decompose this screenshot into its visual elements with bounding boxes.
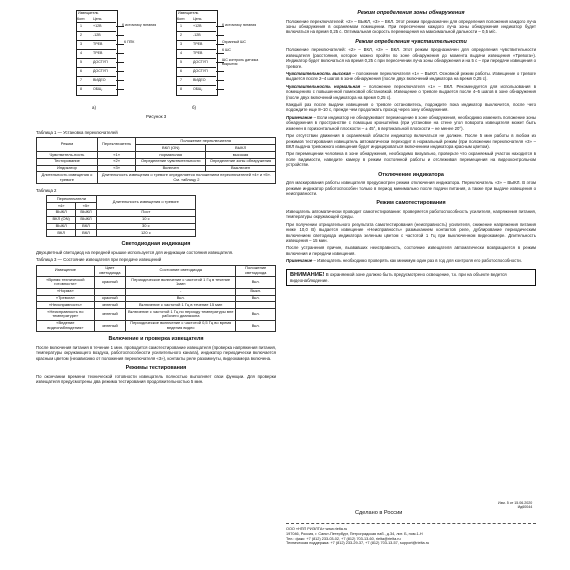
col-circuit-a: Цепь xyxy=(93,17,102,21)
note1-paragraph xyxy=(286,115,536,131)
terminal-circuit: +12В xyxy=(193,24,202,28)
made-in-russia: Сделано в России xyxy=(355,510,403,516)
table-cell: Вкл. xyxy=(236,277,276,289)
label-guard-b: Охранный ШС xyxy=(222,40,246,44)
table-cell: «Время технической готовности» xyxy=(37,277,95,289)
terminal-circuit: ВИДЕО xyxy=(193,78,206,82)
terminal-row-line xyxy=(76,49,116,50)
wire-stub xyxy=(116,35,124,36)
terminal-number: 7 xyxy=(180,78,182,82)
terminal-circuit: ОБЩ. xyxy=(93,87,103,91)
figure-caption: Рисунок 3 xyxy=(146,114,167,119)
warning-text: В охраняемой зоне должно быть предусмотрено освещение, т.к. при на объекте ведется видеонаблюдение. xyxy=(290,271,507,283)
terminal-number: 6 xyxy=(180,69,182,73)
power-text: После включения питания в течение 1 мин. проводится самотестирование извещателя (проверка напряжения питания, температуры окружающего воздуха, работоспособности усилительного канала), индикатор периодически включается красным цветом (независимо от положения переключателя «3»), контакты реле разомкнуты, видеокамера включена. xyxy=(36,344,276,361)
terminal-row-line xyxy=(176,31,216,32)
terminal-row-line xyxy=(76,85,116,86)
normal-text2: Каждый раз после выдачи извещения о тревоге остановитесь, подождите пока индикатор выключится, после чего подождите еще 8–10 с, прежде чем продолжать проход через зону обнаружения. xyxy=(286,102,536,113)
table-cell: Периодическое включение с частотой 1 Гц в течение 1мин xyxy=(125,277,235,289)
table-row xyxy=(47,230,196,237)
note2-paragraph xyxy=(286,258,536,263)
terminal-number: 5 xyxy=(80,60,82,64)
warning-label: ВНИМАНИЕ! xyxy=(290,271,325,278)
selftest-text2: При получении отрицательного результата самотестирования (неисправность) усилителя, снижение напряжения питания ниже 10,0 В) выдается извещение «Неисправность» размыканием контактов реле, дублирование периодическим включением светодиода индикатора зеленым цветом с частотой 1 Гц при выключенном видеокамере. Длительность извещения – 15 мин. xyxy=(286,221,536,243)
terminal-number: 1 xyxy=(180,24,182,28)
revision-line2: Ид60044 xyxy=(517,505,533,510)
table-row xyxy=(37,158,276,165)
terminal-circuit: ДОСТУП xyxy=(193,60,208,64)
footer-company: ООО «НПП РИЭЛТА» www.rielta.ru xyxy=(286,527,348,531)
terminal-circuit: ДОСТУП xyxy=(193,69,208,73)
high-paragraph xyxy=(286,71,536,82)
normal-title: Чувствительность нормальная xyxy=(286,83,361,89)
table2-head-5: «5» xyxy=(76,203,96,210)
indicator-title: Отключение индикатора xyxy=(378,171,444,178)
wire-stub xyxy=(116,89,124,90)
wire-stub xyxy=(216,89,224,90)
table-cell: «Норма» xyxy=(37,288,95,295)
table-cell: Выключен xyxy=(206,165,276,172)
selftest-text3: После устранения причин, вызвавших неисправность, состояние извещателя автоматически возвращается в режим включения и передачи извещения. xyxy=(286,245,536,256)
table-cell: 10 с xyxy=(96,216,195,223)
table-cell: «Неисправность» xyxy=(37,302,95,309)
footer-support: Техническая поддержка: +7 (812) 233-29-37, +7 (812) 703-13-57, support@rielta.ru xyxy=(286,541,430,546)
table-cell: Вкл. xyxy=(236,320,276,332)
footer-phone: Тел.: факс: +7 (812) 233-03-02, +7 (812) 703-13-60, rielta@rielta.ru xyxy=(286,536,401,541)
wire-stub xyxy=(216,53,224,54)
warning-box xyxy=(286,269,536,287)
col-circuit-b: Цепь xyxy=(193,17,202,21)
terminal-row-line xyxy=(76,22,116,23)
terminal-row-line xyxy=(176,22,216,23)
table2-head-switch: Переключатели xyxy=(47,196,97,203)
power-title: Включение и проверка извещателя xyxy=(108,336,204,343)
table-cell: красный xyxy=(94,277,125,289)
right-column xyxy=(286,10,536,291)
terminal-number: 1 xyxy=(80,24,82,28)
table-cell: Определение чувствительности xyxy=(136,158,206,165)
label-power-b: К источнику питания xyxy=(222,23,257,27)
left-column xyxy=(36,10,276,387)
terminal-row-line xyxy=(176,40,216,41)
wire-stub xyxy=(216,35,224,36)
table1-head-off: ВЫКЛ xyxy=(206,145,276,152)
table-cell: Пост xyxy=(96,209,195,216)
table1 xyxy=(36,137,276,184)
terminal-circuit: +12В xyxy=(93,24,102,28)
terminal-circuit: ТРЕВ xyxy=(93,51,103,55)
panel-title-b: Извещатель xyxy=(178,11,199,15)
table-cell: зеленый xyxy=(94,320,125,332)
table-cell: Длительность извещения о тревоге xyxy=(37,172,98,184)
table3-caption: Таблица 3 — Состояние извещателя при передаче извещений xyxy=(36,257,162,263)
table-cell: - xyxy=(125,288,235,295)
high-title: Чувствительность высокая xyxy=(286,71,351,77)
table3-head-color: Цвет светодиода xyxy=(94,265,125,277)
terminal-number: 5 xyxy=(180,60,182,64)
table-row xyxy=(37,172,276,184)
terminal-row-line xyxy=(176,85,216,86)
terminal-number: 3 xyxy=(180,42,182,46)
terminal-row-line xyxy=(76,76,116,77)
high-text: – положение переключателя «1» – ВЫКЛ. Основной режим работы. Извещение о тревоге выдается после 2–4 шагов в зоне обнаружения (после двух включений индикатора на время 0,25 с). xyxy=(286,71,537,82)
terminal-circuit: ОБЩ. xyxy=(193,87,203,91)
revision-line1: Изм. 5 от 15.06.2020 xyxy=(498,501,533,505)
table-cell: ВКЛ xyxy=(76,223,96,230)
table-cell xyxy=(236,302,276,309)
table-row xyxy=(47,209,196,216)
terminal-number: 8 xyxy=(80,87,82,91)
note1-text3: При перемещении человека в зоне обнаружения, необходимо визуально, проверьте что охраняемый участок находится в поле видимости, наведите камеру в режим постоянной работы и отслеживая перемещения на видеоконтрольном устройстве. xyxy=(286,151,536,168)
sens-text: Положение переключателей: «2» – ВКЛ, «3» – ВКЛ. Этот режим предназначен для определения чувствительности извещателя (расстояния, которое можно пройти по зоне обнаружения до момента выдачи извещения «Тревога»). Индикатор будет включаться на время 0,25 с при пересечении луча зоны обнаружения и на 5 с – при передаче извещения о тревоге. xyxy=(286,47,536,69)
table-cell: Включение с частотой 1 Гц в течение 15 мин xyxy=(125,302,235,309)
table-cell: ВКЛ xyxy=(47,230,76,237)
table3-head-notice: Извещение xyxy=(37,265,95,277)
table-cell: Вкл. xyxy=(236,309,276,321)
table-row xyxy=(37,277,276,289)
terminal-circuit: ВИДЕО xyxy=(93,78,106,82)
table-cell: «3» xyxy=(97,165,136,172)
terminal-number: 2 xyxy=(80,33,82,37)
wire-stub xyxy=(216,71,224,72)
terminal-circuit: ТРЕВ xyxy=(93,42,103,46)
terminal-number: 4 xyxy=(80,51,82,55)
table-row xyxy=(47,223,196,230)
table3-head-led: Положение светодиода xyxy=(236,265,276,277)
table-cell: Длительность извещения о тревоге определяется положением переключателей «4» и «5». См. таблицу 2 xyxy=(97,172,275,184)
table-row xyxy=(37,295,276,302)
terminal-circuit: ТРЕВ xyxy=(193,42,203,46)
table-row xyxy=(37,288,276,295)
table-cell: Индикатор xyxy=(37,165,98,172)
normal-text: – положение переключателя «1» – ВКЛ. Рекомендуется для использования в помещениях с повышенной помеховой обстановкой. Извещение о тревоге выдается после 4–5 шагов в зоне обнаружения (после двух включений индикатора на время 0,25 с). xyxy=(286,83,537,100)
table-row xyxy=(37,309,276,321)
table-cell: Чувствитель-ность xyxy=(37,152,98,159)
terminal-row-line xyxy=(76,58,116,59)
terminal-row-line xyxy=(176,49,216,50)
wire-stub xyxy=(116,44,124,45)
label-panel-a: К ППК xyxy=(124,40,135,44)
wire-stub xyxy=(216,80,224,81)
table-cell: красный xyxy=(94,295,125,302)
table-cell: ВЫКЛ xyxy=(76,209,96,216)
table-cell: «Неисправность по температуре» xyxy=(37,309,95,321)
wire-stub xyxy=(116,62,124,63)
table-cell: Включение с частотой 1 Гц по периоду температуры вне рабочего диапазона xyxy=(125,309,235,321)
label-cover-b: ШС контроль датчика вскрытия xyxy=(222,58,259,66)
terminal-number: 4 xyxy=(180,51,182,55)
table-cell: ВЫКЛ xyxy=(76,216,96,223)
test-text: По окончании времени технической готовности извещатель полностью выполняет свои функции. Для проверки извещателя предусмотрены два режима тестирования продолжительностью 5 мин. xyxy=(36,373,276,385)
wiring-diagram xyxy=(36,10,276,128)
note1-text: – Если индикатор не обнаруживает перемещение в зоне обнаружения, необходимо изменить положение зоны обнаружения в пространстве с помощью кронштейна (при установке на стене угол поворота извещателя может быть изменен в горизонтальной плоскости – ± 45°, в вертикальной плоскости – не менее 20°). xyxy=(286,114,536,131)
table-cell: нормальная xyxy=(136,152,206,159)
wire-stub xyxy=(116,80,124,81)
note1-label: Примечание xyxy=(286,114,313,120)
table1-head-on: ВКЛ (ON) xyxy=(136,145,206,152)
table-cell: «1» xyxy=(97,152,136,159)
sub-caption-a: а) xyxy=(92,105,96,110)
table-cell: зеленый xyxy=(94,309,125,321)
footer-divider xyxy=(286,523,536,524)
table-cell: 30 с xyxy=(96,223,195,230)
terminal-number: 3 xyxy=(80,42,82,46)
table1-caption: Таблица 1 — Установка переключателей xyxy=(36,130,118,135)
footer-address: 197046, Россия, г. Санкт-Петербург, Петроградская наб., д.34, лит. Б, пом.1-Н xyxy=(286,531,423,536)
terminal-number: 7 xyxy=(80,78,82,82)
selftest-text: Извещатель автоматически проводит самотестирование: проверяется работоспособность усилителя, напряжения питания, температуры окружающей среды. xyxy=(286,208,536,220)
terminal-number: 2 xyxy=(180,33,182,37)
table-cell: Вкл. xyxy=(236,295,276,302)
wire-stub xyxy=(116,53,124,54)
table-cell: Включен xyxy=(136,165,206,172)
table-cell: ВЫКЛ xyxy=(47,209,76,216)
table3 xyxy=(36,265,276,333)
terminal-circuit: -12В xyxy=(93,33,101,37)
indicator-text: Для маскирования работы извещателя предусмотрен режим отключения индикатора. Переключатель «3» – ВЫКЛ. В этом режиме индикатор работоспособен только в период минимально после подачи питания, а также при выдаче извещения о неисправности. xyxy=(286,180,536,196)
led-text: Двухцветный светодиод на передней крышке используется для индикации состояния извещателя. xyxy=(36,249,234,255)
table-cell: Выкл. xyxy=(236,288,276,295)
table-cell xyxy=(94,288,125,295)
table-cell: Периодическое включение с частотой 0,5 Гц во время ведения видео xyxy=(125,320,235,332)
table-row xyxy=(37,320,276,332)
terminal-number: 8 xyxy=(180,87,182,91)
table-row xyxy=(37,165,276,172)
table-row xyxy=(37,152,276,159)
table-cell: Тестирование xyxy=(37,158,98,165)
label-alarm-b: К ШС xyxy=(222,48,231,52)
led-title: Светодиодная индикация xyxy=(121,241,191,248)
table-cell: ВЫКЛ xyxy=(47,223,76,230)
table-row xyxy=(47,216,196,223)
table1-head-pos: Положение переключателя xyxy=(136,138,276,145)
terminal-circuit: ТРЕВ xyxy=(193,51,203,55)
terminal-row-line xyxy=(76,31,116,32)
panel-title-a: Извещатель xyxy=(78,11,99,15)
zone-text: Положение переключателей: «2» – ВЫКЛ, «3» – ВКЛ. Этот режим предназначен для определения положения каждого луча зоны обнаружения в охраняемом помещении. При пересечении каждого луча зоны обнаружения индикатор будет включаться на время 0,25 с. Оптимальная скорость перемещения на максимальной дальности – 0,5 м/с. xyxy=(286,18,536,35)
note2-text: – Извещатель необходимо проверять как минимум один раз в год для контроля его работоспособности. xyxy=(313,258,522,264)
table-cell: Вкл. xyxy=(125,295,235,302)
col-cont-a: Конт. xyxy=(77,17,86,21)
revision-code xyxy=(498,501,532,510)
table-cell: «Тревога» xyxy=(37,295,95,302)
normal-paragraph xyxy=(286,84,536,100)
note1-text2: При отсутствии движения в охраняемой области индикатор включаться не должен. После 5 мин работы в любом из режимов тестирования извещатель автоматически переходит в нормальный режим (при положении переключателя «3» – ВКЛ выдача тревожного извещения будет индицироваться включением индикатора красным цветом). xyxy=(286,133,536,149)
sub-caption-b: б) xyxy=(192,105,196,110)
zone-title: Режим определения зоны обнаружения xyxy=(357,10,465,16)
terminal-row-line xyxy=(76,67,116,68)
terminal-row-line xyxy=(176,67,216,68)
test-title: Режимы тестирования xyxy=(125,365,187,372)
wire-stub xyxy=(116,71,124,72)
label-power-a: К источнику питания xyxy=(122,23,157,27)
table-cell: 120 с xyxy=(96,230,195,237)
table2-head-dur: Длительность извещения о тревоге xyxy=(96,196,195,210)
terminal-number: 6 xyxy=(80,69,82,73)
terminal-circuit: -12В xyxy=(193,33,201,37)
sens-title: Режим определения чувствительности xyxy=(355,38,467,45)
table-cell: ВКЛ xyxy=(76,230,96,237)
table2-caption: Таблица 2 xyxy=(36,187,57,193)
terminal-circuit: ДОСТУП xyxy=(93,60,108,64)
terminal-circuit: ДОСТУП xyxy=(93,69,108,73)
wire-stub xyxy=(216,44,224,45)
table2-head-4: «4» xyxy=(47,203,76,210)
footer xyxy=(286,520,536,546)
table-row xyxy=(37,302,276,309)
selftest-title: Режим самотестирования xyxy=(376,200,446,207)
table2 xyxy=(46,195,196,237)
table-cell: зеленый xyxy=(94,302,125,309)
table-cell: «Ведение видеонаблюдения» xyxy=(37,320,95,332)
table-cell: высокая xyxy=(206,152,276,159)
table-cell: ВКЛ (ON) xyxy=(47,216,76,223)
table3-head-state: Состояние светодиода xyxy=(125,265,235,277)
terminal-row-line xyxy=(76,40,116,41)
terminal-row-line xyxy=(176,58,216,59)
terminal-row-line xyxy=(176,76,216,77)
table-cell: «2» xyxy=(97,158,136,165)
table1-head-mode: Режим xyxy=(37,138,98,152)
table1-head-switch: Переключатель xyxy=(97,138,136,152)
table-cell: Определение зоны обнаружения xyxy=(206,158,276,165)
note2-label: Примечание xyxy=(286,258,313,264)
col-cont-b: Конт. xyxy=(177,17,186,21)
